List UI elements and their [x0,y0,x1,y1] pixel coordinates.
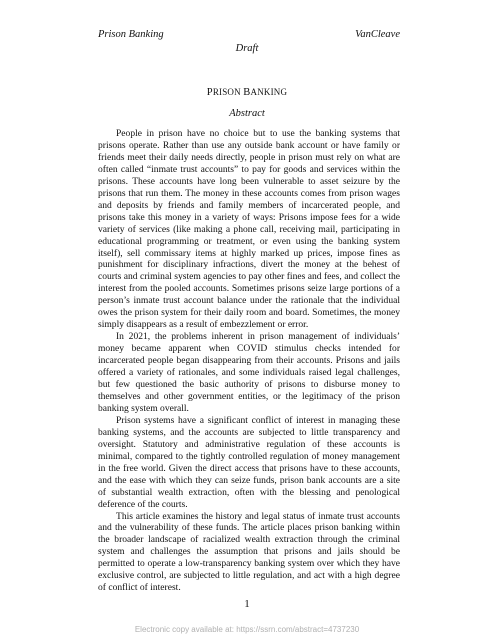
ssrn-footer-link[interactable]: Electronic copy available at: https://ssrn.com/abstract=4737230 [134,625,360,634]
page-number: 1 [244,598,250,610]
abstract-paragraph-4: This article examines the history and legal status of inmate trust accounts and the vulnerability of these funds. The article places prison banking within the broader landscape of racialized wealth extraction through the criminal system and challenges the assumption that prisons and jails should be permitted to operate a low-transparency banking system over which they have exclusive control, are subjected to little regulation, and act with a high degree of conflict of interest. [98,510,400,594]
abstract-body [98,128,400,594]
abstract-paragraph-3: Prison systems have a significant conflict of interest in managing these banking systems, and the accounts are subjected to little transparency and oversight. Statutory and administrative regulation of these accounts is minimal, compared to the tightly controlled regulation of money management in the free world. Given the direct access that prisons have to these accounts, and the ease with which they can seize funds, prison bank accounts are a site of substantial wealth extraction, often with the blessing and penological deference of the courts. [98,414,400,510]
draft-label: Draft [235,43,259,54]
abstract-paragraph-2: In 2021, the problems inherent in prison management of individuals’ money became apparent when COVID stimulus checks intended for incarcerated people began disappearing from their accounts. Prisons and jails offered a variety of rationales, and some individuals raised legal challenges, but few questioned the basic authority of prisons to disburse money to themselves and other government entities, or the legitimacy of the prison banking system overall. [98,331,400,414]
title-rest-1: RISON [212,87,241,97]
paper-title [0,87,494,98]
title-initial-1: P [206,87,213,98]
title-initial-2: B [243,87,251,98]
abstract-paragraph-1: People in prison have no choice but to use the banking systems that prisons operate. Rather than use any outside bank account or have family or friends meet their daily needs directly, people in prison must rely on what are often called “inmate trust accounts” to pay for goods and services within the prisons. These accounts have long been vulnerable to asset seizure by the prisons that run them. The money in these accounts comes from prison wages and deposits by friends and family members of incarcerated people, and prisons take this money in a variety of ways: Prisons impose fees for a wide variety of services (like making a phone call, receiving mail, participating in educational programming or treatment, or even using the banking system itself), sell commissary items at highly marked up prices, impose fines as punishment for disciplinary infractions, divert the money at the behest of courts and criminal system agencies to pay other fines and fees, and collect the interest from the pooled accounts. Sometimes prisons seize large portions of a person’s inmate trust account balance under the rationale that the individual owes the prison system for their daily room and board. Sometimes, the money simply disappears as a result of embezzlement or error. [98,128,400,331]
title-rest-2: ANKING [250,87,288,97]
abstract-heading: Abstract [229,108,265,119]
running-header-title: Prison Banking [98,29,164,40]
running-header-author: VanCleave [355,29,400,40]
